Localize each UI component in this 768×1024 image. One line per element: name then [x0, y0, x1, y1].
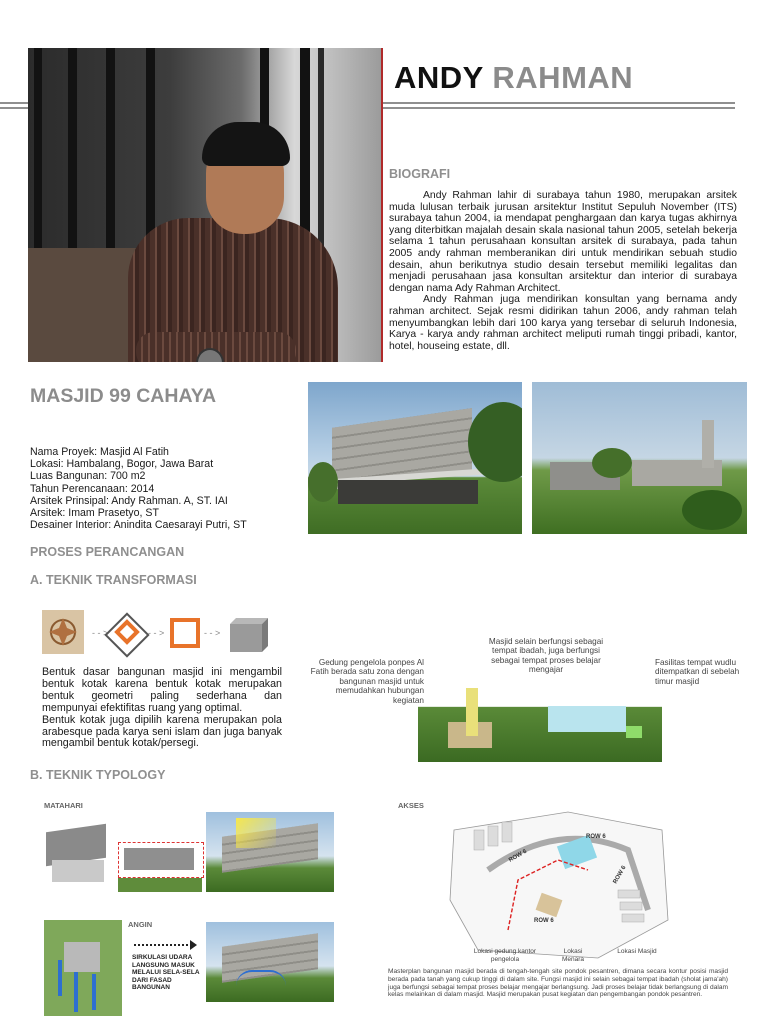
wind-arrow-head-icon — [190, 940, 197, 950]
transform-heading: A. TEKNIK TRANSFORMASI — [30, 573, 197, 587]
detail-area: Luas Bangunan: 700 m2 — [30, 470, 146, 483]
box-shape — [230, 624, 262, 652]
label-mosque: Masjid selain berfungsi sebagai tempat ibadah, juga berfungsi sebagai tempat proses belajar mengajar — [488, 637, 604, 675]
title-last-name: RAHMAN — [492, 60, 634, 95]
callout-tower: Lokasi Menara — [561, 948, 585, 963]
mosque-block — [548, 706, 626, 732]
sun-model-base — [52, 860, 104, 882]
detail-location: Lokasi: Hambalang, Bogor, Jawa Barat — [30, 458, 214, 471]
callout-office: Lokasi gedung kantor pengelola — [473, 948, 537, 963]
wind-arrow — [134, 944, 192, 946]
project-details — [30, 446, 247, 531]
angin-label: ANGIN — [128, 920, 153, 929]
process-heading: PROSES PERANCANGAN — [30, 545, 185, 559]
detail-name: Nama Proyek: Masjid Al Fatih — [30, 446, 169, 458]
transform-text-2: Bentuk kotak juga dipilih karena merupakan pola arabesque pada karya seni islam dan juga banyak mengambil bentuk kotak/persegi. — [42, 713, 282, 750]
mass-diagram — [418, 688, 662, 762]
site-row-label-2: ROW 6 — [508, 848, 529, 864]
svg-text:- - >: - - > — [92, 628, 109, 638]
title-first-name: ANDY — [394, 60, 484, 95]
wudlu-block — [626, 726, 642, 738]
label-wudlu: Fasilitas tempat wudlu ditempatkan di sebelah timur masjid — [655, 658, 740, 686]
mosque-render-aerial — [532, 382, 747, 534]
svg-text:- - >: - - > — [204, 628, 221, 638]
wind-site-plan — [44, 920, 122, 1016]
portrait-photo — [28, 48, 383, 362]
site-caption: Masterplan bangunan masjid berada di tengah-tengah site pondok pesantren, dimana secara kontur posisi masjid berada pada tanah yang cukup tinggi di dalam site. Fungsi masjid ini selain sebagai tempat ibadah (sholat jama'ah) juga berfungsi sebagai tempat proses belajar mengajar berlangsung. Jadi proses belajar tidak berlangsung di dalam kelas melainkan di dalam masjid. Masjid merupakan pusat kegiatan dan pengembangan pondok pesantren. — [388, 968, 728, 999]
mosque-render-front — [308, 382, 522, 534]
biography-heading: BIOGRAFI — [389, 167, 451, 181]
site-row-label-3: ROW 6 — [612, 864, 628, 885]
page-title — [394, 60, 633, 96]
detail-year: Tahun Perencanaan: 2014 — [30, 482, 155, 495]
transform-text-1: Bentuk dasar bangunan masjid ini mengambil bentuk kotak karena bentuk kotak merupakan bentuk geometri paling sederhana dan mempunyai efektifitas ruang yang optimal. — [42, 666, 282, 714]
biography-text — [389, 190, 737, 352]
site-plan — [448, 810, 670, 960]
biography-paragraph-1: Andy Rahman lahir di surabaya tahun 1980, merupakan arsitek muda lulusan terbaik jurusan arsitektur Institut Sepuluh November (ITS) surabaya tahun 2004, ia mendapat penghargaan dan karya tugas akhirnya yang diterbitkan majalah desain skala nasional tahun 2005, setelah bekerja selama 1 tahun perusahaan konsultan arsitek di surabaya, pada tahun 2005 andy rahman memberanikan diri untuk mendirikan sebuah studio desain, ahun berikutnya studio desain tersebut memiliki legalitas dan menjadi perusahaan jasa konsultan arsitektur dan interior di surabaya dengan nama Ady Rahman Architect. — [389, 190, 737, 294]
title-rule-left-1 — [0, 102, 28, 104]
sun-section-model — [124, 848, 194, 870]
label-office: Gedung pengelola ponpes Al Fatih berada satu zona dengan bangunan masjid untuk memudahkan hubungan kegiatan — [310, 658, 424, 705]
detail-principal: Arsitek Prinsipal: Andy Rahman. A, ST. IAI — [30, 494, 228, 507]
wind-render — [206, 922, 334, 1002]
project-title: MASJID 99 CAHAYA — [30, 385, 217, 407]
detail-interior: Desainer Interior: Anindita Caesarayi Putri, ST — [30, 519, 247, 532]
sun-section-ground — [118, 878, 202, 892]
square-shape — [172, 620, 198, 646]
matahari-label: MATAHARI — [44, 801, 83, 810]
title-rule-right-2 — [383, 107, 735, 109]
transform-description — [42, 667, 282, 750]
sun-render — [206, 812, 334, 892]
site-row-label-4: ROW 6 — [534, 918, 554, 924]
title-rule-left-2 — [0, 107, 28, 109]
detail-architect: Arsitek: Imam Prasetyo, ST — [30, 507, 159, 520]
callout-mosque: Lokasi Masjid — [617, 948, 657, 955]
transformation-diagram — [40, 606, 280, 662]
svg-text:- - >: - - > — [148, 628, 165, 638]
title-rule-right-1 — [383, 102, 735, 104]
angin-text: SIRKULASI UDARA LANGSUNG MASUK MELALUI SELA-SELA DARI FASAD BANGUNAN — [132, 954, 200, 991]
site-row-label-1: ROW 6 — [586, 834, 606, 840]
typology-heading: B. TEKNIK TYPOLOGY — [30, 768, 166, 782]
biography-paragraph-2: Andy Rahman juga mendirikan konsultan yang bernama andy rahman architect. Sejak resmi didirikan tahun 2006, andy rahman telah menyumbangkan lebih dari 100 karya yang tersebar di seluruh Indonesia, Karya - karya andy rahman architect meliputi rumah tinggi pribadi, kantor, hotel, houseing estate, dll. — [389, 294, 737, 352]
tower-block — [466, 688, 478, 736]
photo-edge-line — [381, 48, 383, 362]
rotated-square-shape — [117, 622, 137, 642]
akses-label: AKSES — [398, 801, 424, 810]
